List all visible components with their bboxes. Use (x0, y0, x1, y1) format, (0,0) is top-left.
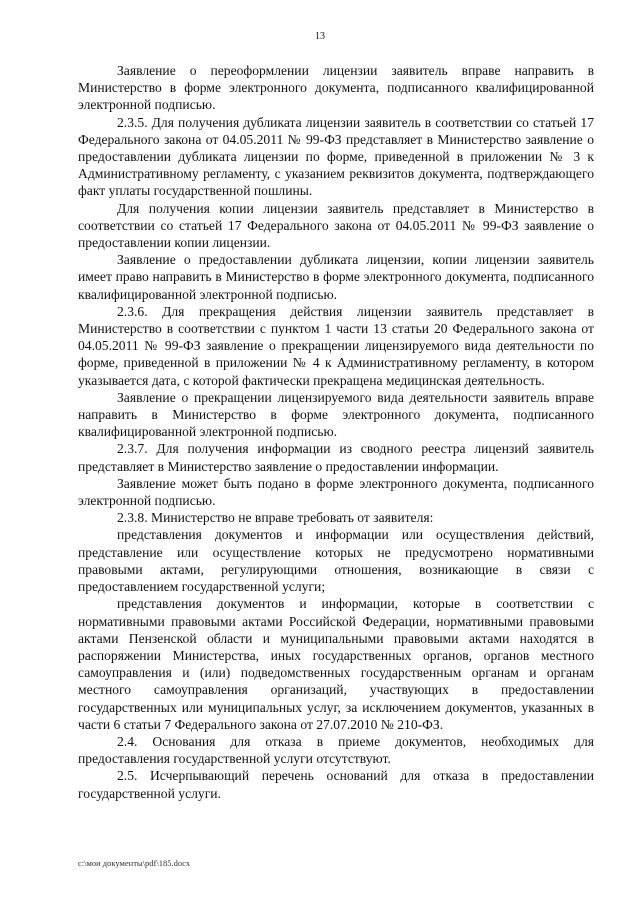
paragraph-electronic-submission: Заявление может быть подано в форме электронного документа, подписанного электронной подписью. (78, 475, 594, 509)
document-body (78, 62, 594, 802)
paragraph-2-3-7: 2.3.7. Для получения информации из сводного реестра лицензий заявитель представляет в Министерство заявление о предоставлении информации. (78, 441, 594, 474)
paragraph-2-3-8: 2.3.8. Министерство не вправе требовать от заявителя: (117, 510, 434, 526)
paragraph-prohibition-actions: представления документов и информации или осуществления действий, представление или осуществление которых не предусмотрено нормативными правовыми актами, регулирующими отношения, возникающие в связи с предоставлением государственной услуги; (78, 527, 594, 595)
paragraph-prohibition-documents: представления документов и информации, которые в соответствии с нормативными правовыми актами Российской Федерации, нормативными правовыми актами Пензенской области и муниципальными правовыми актами находятся в распоряжении Министерства, иных государственных органов, органов местного самоуправления и (или) подведомственных государственным органам и органам местного самоуправления организаций, участвующих в предоставлении государственных или муниципальных услуг, за исключением документов, указанных в части 6 статьи 7 Федерального закона от 27.07.2010 № 210-ФЗ. (78, 596, 594, 732)
paragraph-reissue-electronic: Заявление о переоформлении лицензии заявитель вправе направить в Министерство в форме электронного документа, подписанного квалифицированной электронной подписью. (78, 63, 594, 113)
paragraph-license-copy: Для получения копии лицензии заявитель представляет в Министерство в соответствии со статьей 17 Федерального закона от 04.05.2011 № 99-ФЗ заявление о предоставлении копии лицензии. (78, 200, 594, 251)
paragraph-duplicate-copy-electronic: Заявление о предоставлении дубликата лицензии, копии лицензии заявитель имеет право направить в Министерство в форме электронного документа, подписанного квалифицированной электронной подписью. (78, 252, 594, 302)
paragraph-2-5: 2.5. Исчерпывающий перечень оснований для отказа в предоставлении государственной услуги. (78, 768, 594, 801)
paragraph-2-3-5: 2.3.5. Для получения дубликата лицензии заявитель в соответствии со статьей 17 Федерального закона от 04.05.2011 № 99-ФЗ представляет в Министерство заявление о предоставлении дубликата лицензии по форме, приведенной в приложении № 3 к Административному регламенту, с указанием реквизитов документа, подтверждающего факт уплаты государственной пошлины. (78, 114, 594, 199)
paragraph-2-3-6: 2.3.6. Для прекращения действия лицензии заявитель представляет в Министерство в соответствии с пунктом 1 части 13 статьи 20 Федерального закона от 04.05.2011 № 99-ФЗ заявление о прекращении лицензируемого вида деятельности по форме, приведенной в приложении № 4 к Административному регламенту, в котором указывается дата, с которой фактически прекращена медицинская деятельность. (78, 303, 594, 388)
footer-file-path: c:\мои документы\pdf\185.docx (78, 858, 191, 868)
page-number: 13 (315, 31, 325, 42)
paragraph-termination-electronic: Заявление о прекращении лицензируемого вида деятельности заявитель вправе направить в Министерство в форме электронного документа, подписанного квалифицированной электронной подписью. (78, 389, 594, 440)
paragraph-2-4: 2.4. Основания для отказа в приеме документов, необходимых для предоставления государственной услуги отсутствуют. (78, 733, 594, 767)
